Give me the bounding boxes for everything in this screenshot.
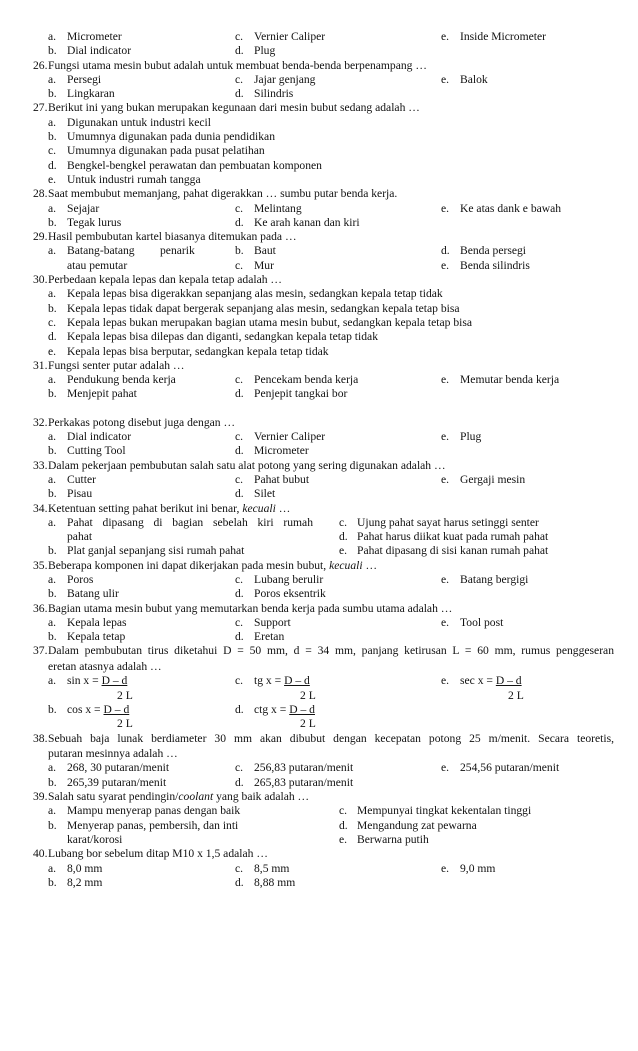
q37-option-c <box>254 674 310 688</box>
q32-stem-row <box>0 416 638 430</box>
option-letter: e. <box>441 861 450 875</box>
q30-row-d <box>0 330 638 344</box>
q26-stem: Fungsi utama mesin bubut adalah untuk membuat benda-benda berpenampang … <box>48 58 427 72</box>
q36-row-1 <box>0 616 638 630</box>
q33-option-e: Gergaji mesin <box>460 472 526 486</box>
option-letter: d. <box>48 330 57 344</box>
q27-option-a: Digunakan untuk industri kecil <box>67 115 211 129</box>
option-letter: b. <box>48 702 57 716</box>
q36-option-c: Support <box>254 615 291 629</box>
option-letter: d. <box>339 530 348 544</box>
q37-option-a-lhs: sin x = <box>67 674 102 688</box>
option-letter: c. <box>235 72 244 86</box>
q29-option-d: Benda persegi <box>460 244 526 258</box>
option-letter: a. <box>48 244 57 258</box>
q37-option-a-numerator: D – d <box>101 674 128 688</box>
q31-option-d: Penjepit tangkai bor <box>254 387 348 401</box>
q27-option-d: Bengkel-bengkel perawatan dan pembuatan komponen <box>67 158 322 172</box>
q28-option-d: Ke arah kanan dan kiri <box>254 215 360 229</box>
q36-stem-row <box>0 602 638 616</box>
option-letter: a. <box>48 472 57 486</box>
q37-option-c-numerator: D – d <box>284 674 310 688</box>
q25-option-d: Plug <box>254 44 276 58</box>
option-letter: b. <box>48 587 57 601</box>
option-letter: a. <box>48 72 57 86</box>
q26-option-d: Silindris <box>254 87 294 101</box>
q27-row-a <box>0 116 638 130</box>
q34-stem-text: Ketentuan setting pahat berikut ini benar, <box>48 501 243 515</box>
q33-option-b: Pisau <box>67 487 93 501</box>
q37-row-2-denominators <box>0 717 638 731</box>
q30-stem: Perbedaan kepala lepas dan kepala tetap adalah … <box>48 273 283 287</box>
option-letter: c. <box>339 804 348 818</box>
q37-option-a-denominator: 2 L <box>117 688 133 702</box>
q30-option-e: Kepala lepas bisa berputar, sedangkan kepala tetap tidak <box>67 344 329 358</box>
q32-option-e: Plug <box>460 430 482 444</box>
question-number: 40. <box>33 847 48 861</box>
q40-stem: Lubang bor sebelum ditap M10 x 1,5 adalah … <box>48 847 268 861</box>
q26-option-b: Lingkaran <box>67 87 115 101</box>
q39-stem-row <box>0 790 638 804</box>
q40-option-b: 8,2 mm <box>67 875 103 889</box>
q34-stem <box>48 502 290 516</box>
q27-row-b <box>0 130 638 144</box>
option-letter: d. <box>235 487 244 501</box>
option-letter: c. <box>235 761 244 775</box>
option-letter: b. <box>48 818 57 832</box>
q36-option-b: Kepala tetap <box>67 630 126 644</box>
q35-option-a: Poros <box>67 572 94 586</box>
option-letter: b. <box>48 130 57 144</box>
option-letter: b. <box>48 487 57 501</box>
q27-option-c: Umumnya digunakan pada pusat pelatihan <box>67 144 265 158</box>
q31-stem: Fungsi senter putar adalah … <box>48 358 185 372</box>
q34-option-a-part1: Pahat dipasang di bagian sebelah kiri rumah <box>67 515 313 529</box>
q34-option-c: Ujung pahat sayat harus setinggi senter <box>357 515 539 529</box>
q26-option-e: Balok <box>460 72 488 86</box>
q39-stem-rest: yang baik adalah … <box>213 790 310 804</box>
option-letter: b. <box>235 244 244 258</box>
q38-stem-line2: putaran mesinnya adalah … <box>48 747 178 761</box>
q30-row-c <box>0 316 638 330</box>
q38-option-a: 268, 30 putaran/menit <box>67 761 170 775</box>
q37-stem-line1: Dalam pembubutan tirus diketahui D = 50 mm, d = 34 mm, panjang ketirusan L = 60 mm, rumus penggeseran <box>48 644 614 658</box>
q34-stem-ellipsis: … <box>275 501 291 515</box>
q39-option-d: Mengandung zat pewarna <box>357 818 477 832</box>
q37-option-e-numerator: D – d <box>495 674 522 688</box>
option-letter: b. <box>48 875 57 889</box>
option-letter: e. <box>441 761 450 775</box>
option-letter: a. <box>48 515 57 529</box>
q37-row-1-denominators <box>0 689 638 703</box>
q39-stem-text: Salah satu syarat pendingin/ <box>48 790 179 804</box>
q27-stem-row <box>0 101 638 115</box>
q37-option-c-denominator: 2 L <box>300 688 316 702</box>
q40-option-d: 8,88 mm <box>254 875 296 889</box>
q37-option-a <box>67 674 127 688</box>
option-letter: e. <box>441 572 450 586</box>
q37-option-d-lhs: ctg x = <box>254 702 290 716</box>
option-letter: e. <box>441 72 450 86</box>
option-letter: a. <box>48 615 57 629</box>
q35-option-b: Batang ulir <box>67 587 119 601</box>
q37-option-b-numerator: D – d <box>103 702 130 716</box>
option-letter: b. <box>48 44 57 58</box>
q34-stem-row <box>0 502 638 516</box>
q33-option-d: Silet <box>254 487 276 501</box>
option-letter: d. <box>235 702 244 716</box>
q38-row-1 <box>0 761 638 775</box>
q29-stem-row <box>0 230 638 244</box>
q35-stem-ellipsis: … <box>362 558 378 572</box>
option-letter: b. <box>48 630 57 644</box>
q29-option-e: Benda silindris <box>460 258 530 272</box>
q28-option-e: Ke atas dank e bawah <box>460 201 562 215</box>
q32-row-1 <box>0 430 638 444</box>
q37-option-d-numerator: D – d <box>289 702 315 716</box>
option-letter: d. <box>235 630 244 644</box>
q32-option-a: Dial indicator <box>67 430 132 444</box>
option-letter: a. <box>48 115 57 129</box>
option-letter: c. <box>339 515 348 529</box>
q35-row-1 <box>0 573 638 587</box>
q34-option-b: Plat ganjal sepanjang sisi rumah pahat <box>67 544 245 558</box>
option-letter: e. <box>339 544 348 558</box>
q25-option-c: Vernier Caliper <box>254 30 326 43</box>
question-number: 37. <box>33 644 48 658</box>
q29-option-c: Mur <box>254 258 274 272</box>
exam-page <box>0 30 638 890</box>
q28-stem-row <box>0 187 638 201</box>
q25-option-b: Dial indicator <box>67 44 132 58</box>
option-letter: a. <box>48 430 57 444</box>
q37-row-2 <box>0 703 638 717</box>
q35-stem <box>48 559 377 573</box>
q34-stem-emphasis: kecuali <box>242 501 276 515</box>
question-number: 31. <box>33 358 48 372</box>
q30-row-a <box>0 287 638 301</box>
q37-option-c-lhs: tg x = <box>254 674 285 688</box>
q37-stem-row-2 <box>0 660 638 674</box>
q32-option-c: Vernier Caliper <box>254 430 326 444</box>
option-letter: a. <box>48 761 57 775</box>
q28-row-1 <box>0 202 638 216</box>
option-letter: c. <box>235 30 244 43</box>
q25-option-a: Micrometer <box>67 30 122 43</box>
option-letter: c. <box>235 430 244 444</box>
q38-stem-row-1 <box>0 732 638 748</box>
q30-row-e <box>0 345 638 359</box>
option-letter: d. <box>235 44 244 58</box>
q38-option-d: 265,83 putaran/menit <box>254 775 354 789</box>
q29-stem: Hasil pembubutan kartel biasanya ditemukan pada … <box>48 230 297 244</box>
q37-option-b <box>67 703 129 717</box>
option-letter: e. <box>48 172 57 186</box>
option-letter: a. <box>48 804 57 818</box>
q26-row-1 <box>0 73 638 87</box>
option-letter: d. <box>235 775 244 789</box>
q31-option-b: Menjepit pahat <box>67 387 137 401</box>
q28-stem: Saat membubut memanjang, pahat digerakkan … sumbu putar benda kerja. <box>48 187 398 201</box>
option-letter: d. <box>235 87 244 101</box>
q34-row-3 <box>0 544 638 558</box>
option-letter: e. <box>339 832 348 846</box>
q40-row-2 <box>0 876 638 890</box>
q30-option-a: Kepala lepas bisa digerakkan sepanjang alas mesin, sedangkan kepala tetap tidak <box>67 287 443 301</box>
q28-option-a: Sejajar <box>67 201 100 215</box>
q29-option-b: Baut <box>254 244 276 258</box>
option-letter: d. <box>441 244 450 258</box>
q39-row-1 <box>0 804 638 818</box>
q33-row-1 <box>0 473 638 487</box>
q39-option-e: Berwarna putih <box>357 832 429 846</box>
q31-row-2 <box>0 387 638 401</box>
option-letter: c. <box>235 373 244 387</box>
option-letter: c. <box>48 144 57 158</box>
question-number: 32. <box>33 415 48 429</box>
q40-option-a: 8,0 mm <box>67 861 103 875</box>
q32-option-d: Micrometer <box>254 444 309 458</box>
option-letter: b. <box>48 775 57 789</box>
q33-stem-row <box>0 459 638 473</box>
option-letter: e. <box>441 615 450 629</box>
q40-option-e: 9,0 mm <box>460 861 496 875</box>
q38-option-c: 256,83 putaran/menit <box>254 761 354 775</box>
q34-row-2 <box>0 530 638 544</box>
q30-option-d: Kepala lepas bisa dilepas dan diganti, sedangkan kepala tetap tidak <box>67 330 378 344</box>
q39-option-b-part1: Menyerap panas, pembersih, dan inti <box>67 818 239 832</box>
q39-stem <box>48 790 309 804</box>
q34-option-e: Pahat dipasang di sisi kanan rumah pahat <box>357 544 549 558</box>
option-letter: b. <box>48 444 57 458</box>
q37-option-e-lhs: sec x = <box>460 674 496 688</box>
q33-option-c: Pahat bubut <box>254 472 310 486</box>
question-number: 38. <box>33 731 48 745</box>
q32-stem: Perkakas potong disebut juga dengan … <box>48 415 236 429</box>
question-number: 30. <box>33 273 48 287</box>
q33-row-2 <box>0 487 638 501</box>
option-letter: e. <box>48 344 57 358</box>
q30-row-b <box>0 302 638 316</box>
option-letter: a. <box>48 201 57 215</box>
q36-row-2 <box>0 630 638 644</box>
q35-option-d: Poros eksentrik <box>254 587 326 601</box>
option-letter: d. <box>235 444 244 458</box>
q34-row-1 <box>0 516 638 530</box>
q37-option-d-denominator: 2 L <box>300 717 316 731</box>
q27-stem: Berikut ini yang bukan merupakan kegunaan dari mesin bubut sedang adalah … <box>48 101 420 115</box>
q40-row-1 <box>0 862 638 876</box>
option-letter: e. <box>441 201 450 215</box>
q39-row-3 <box>0 833 638 847</box>
q25-option-e: Inside Micrometer <box>460 30 546 43</box>
q30-stem-row <box>0 273 638 287</box>
question-number: 33. <box>33 458 48 472</box>
question-number: 39. <box>33 790 48 804</box>
q28-option-b: Tegak lurus <box>67 215 122 229</box>
q28-row-2 <box>0 216 638 230</box>
option-letter: e. <box>441 430 450 444</box>
q27-row-e <box>0 173 638 187</box>
option-letter: c. <box>48 315 57 329</box>
question-number: 36. <box>33 601 48 615</box>
option-letter: c. <box>235 201 244 215</box>
option-letter: d. <box>48 158 57 172</box>
option-letter: a. <box>48 30 57 43</box>
q31-option-c: Pencekam benda kerja <box>254 373 359 387</box>
option-letter: c. <box>235 861 244 875</box>
option-letter: e. <box>441 472 450 486</box>
q33-stem: Dalam pekerjaan pembubutan salah satu alat potong yang sering digunakan adalah … <box>48 458 446 472</box>
option-letter: d. <box>235 215 244 229</box>
q26-option-a: Persegi <box>67 72 102 86</box>
q37-option-b-denominator: 2 L <box>117 717 133 731</box>
option-letter: a. <box>48 572 57 586</box>
q39-option-c: Mempunyai tingkat kekentalan tinggi <box>357 804 532 818</box>
option-letter: b. <box>48 544 57 558</box>
option-letter: c. <box>235 615 244 629</box>
q39-row-2 <box>0 819 638 833</box>
option-letter: e. <box>441 258 450 272</box>
q29-row-2 <box>0 259 638 273</box>
q30-option-c: Kepala lepas bukan merupakan bagian utama mesin bubut, sedangkan kepala tetap bisa <box>67 315 472 329</box>
q36-option-a: Kepala lepas <box>67 615 127 629</box>
q27-row-d <box>0 159 638 173</box>
option-letter: c. <box>235 258 244 272</box>
q39-option-a: Mampu menyerap panas dengan baik <box>67 804 241 818</box>
option-letter: d. <box>235 587 244 601</box>
q38-stem-line1: Sebuah baja lunak berdiameter 30 mm akan dibubut dengan kecepatan potong 25 m/menit. Secara teoretis, <box>48 731 614 745</box>
q35-stem-text: Beberapa komponen ini dapat dikerjakan pada mesin bubut, <box>48 558 330 572</box>
option-letter: c. <box>235 674 244 688</box>
q32-row-2 <box>0 444 638 458</box>
q35-option-c: Lubang berulir <box>254 572 324 586</box>
option-letter: a. <box>48 287 57 301</box>
question-number: 29. <box>33 230 48 244</box>
q31-stem-row <box>0 359 638 373</box>
option-letter: e. <box>441 674 450 688</box>
q27-option-b: Umumnya digunakan pada dunia pendidikan <box>67 130 275 144</box>
q29-option-a-part3: atau pemutar <box>67 258 128 272</box>
option-letter: b. <box>48 387 57 401</box>
q26-stem-row <box>0 59 638 73</box>
q37-option-e <box>460 674 522 688</box>
q36-option-d: Eretan <box>254 630 285 644</box>
option-letter: c. <box>235 572 244 586</box>
q29-row-1 <box>0 244 638 258</box>
question-number: 34. <box>33 501 48 515</box>
q36-option-e: Tool post <box>460 615 504 629</box>
q38-option-e: 254,56 putaran/menit <box>460 761 560 775</box>
option-letter: e. <box>441 373 450 387</box>
option-letter: c. <box>235 472 244 486</box>
q36-stem: Bagian utama mesin bubut yang memutarkan benda kerja pada sumbu utama adalah … <box>48 601 453 615</box>
q37-stem-line2: eretan atasnya adalah … <box>48 660 162 674</box>
option-letter: a. <box>48 674 57 688</box>
option-letter: d. <box>235 387 244 401</box>
option-letter: b. <box>48 87 57 101</box>
q34-option-a-part2: pahat <box>67 530 93 544</box>
q26-option-c: Jajar genjang <box>254 72 316 86</box>
option-letter: b. <box>48 301 57 315</box>
q40-option-c: 8,5 mm <box>254 861 290 875</box>
question-number: 27. <box>33 101 48 115</box>
q38-option-b: 265,39 putaran/menit <box>67 775 167 789</box>
option-letter: d. <box>339 818 348 832</box>
q37-row-1 <box>0 674 638 688</box>
q37-stem-row-1 <box>0 644 638 660</box>
q31-row-1 <box>0 373 638 387</box>
option-letter: d. <box>235 875 244 889</box>
q38-row-2 <box>0 776 638 790</box>
q29-option-a-part2: penarik <box>160 244 195 258</box>
q27-option-e: Untuk industri rumah tangga <box>67 172 201 186</box>
q31-option-e: Memutar benda kerja <box>460 373 560 387</box>
option-letter: b. <box>48 215 57 229</box>
q35-option-e: Batang bergigi <box>460 572 529 586</box>
q30-option-b: Kepala lepas tidak dapat bergerak sepanjang alas mesin, sedangkan kepala tetap bisa <box>67 301 460 315</box>
question-number: 35. <box>33 558 48 572</box>
q35-stem-row <box>0 559 638 573</box>
q31-option-a: Pendukung benda kerja <box>67 373 176 387</box>
question-number: 26. <box>33 58 48 72</box>
q37-option-e-denominator: 2 L <box>508 688 524 702</box>
q37-option-d <box>254 703 315 717</box>
q38-stem-row-2 <box>0 747 638 761</box>
q34-option-d: Pahat harus diikat kuat pada rumah pahat <box>357 530 549 544</box>
q26-row-2 <box>0 87 638 101</box>
q40-stem-row <box>0 847 638 861</box>
q29-option-a-part1: Batang-batang <box>67 244 135 258</box>
q35-row-2 <box>0 587 638 601</box>
q28-option-c: Melintang <box>254 201 302 215</box>
q33-option-a: Cutter <box>67 472 96 486</box>
option-letter: a. <box>48 861 57 875</box>
q32-option-b: Cutting Tool <box>67 444 126 458</box>
q27-row-c <box>0 144 638 158</box>
q35-stem-emphasis: kecuali <box>329 558 363 572</box>
q37-option-b-lhs: cos x = <box>67 702 104 716</box>
q25-row-2 <box>0 44 638 58</box>
option-letter: a. <box>48 373 57 387</box>
option-letter: e. <box>441 30 450 43</box>
blank-line <box>0 402 638 416</box>
q25-row-1 <box>0 30 638 44</box>
q39-stem-emphasis: coolant <box>178 790 214 804</box>
question-number: 28. <box>33 187 48 201</box>
q39-option-b-part2: karat/korosi <box>67 832 123 846</box>
